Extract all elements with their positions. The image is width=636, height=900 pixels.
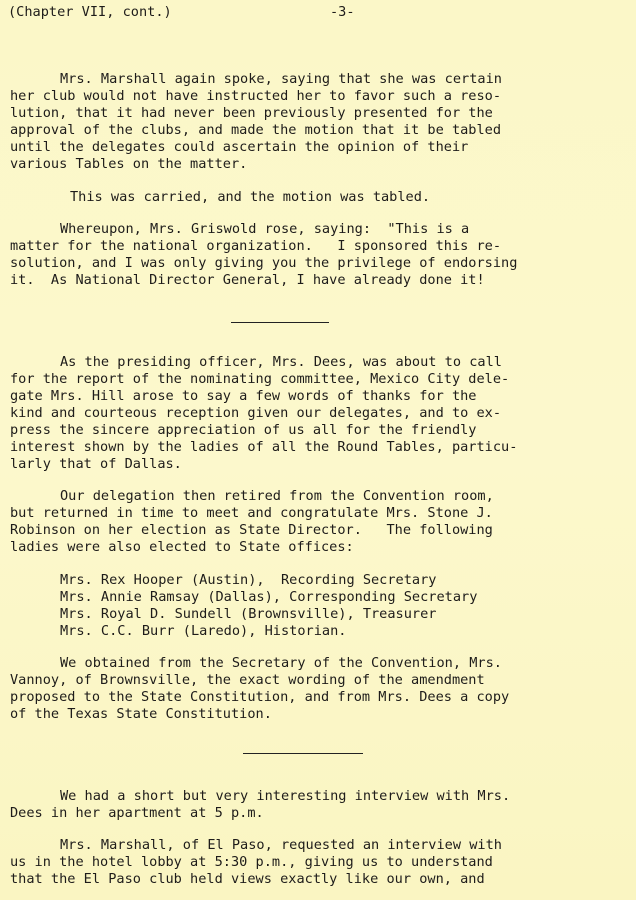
text-line: Mrs. Marshall again spoke, saying that she was certain (60, 71, 502, 87)
text-line: Mrs. Marshall, of El Paso, requested an interview with (60, 837, 502, 853)
list-item: Mrs. Royal D. Sundell (Brownsville), Treasurer (60, 606, 437, 622)
list-item: Mrs. C.C. Burr (Laredo), Historian. (60, 623, 347, 639)
text-line: gate Mrs. Hill arose to say a few words of thanks for the (10, 388, 477, 404)
section-divider (231, 322, 329, 323)
section-divider (243, 753, 363, 754)
text-line: solution, and I was only giving you the privilege of endorsing (10, 255, 518, 271)
text-line: until the delegates could ascertain the opinion of their (10, 139, 469, 155)
text-line: interest shown by the ladies of all the Round Tables, particu- (10, 439, 518, 455)
text-line: various Tables on the matter. (10, 156, 248, 172)
text-line: Robinson on her election as State Director. The following (10, 522, 493, 538)
text-line: Our delegation then retired from the Convention room, (60, 488, 494, 504)
text-line: ladies were also elected to State offices: (10, 539, 354, 555)
text-line: her club would not have instructed her to favor such a reso- (10, 88, 502, 104)
text-line: We obtained from the Secretary of the Convention, Mrs. (60, 655, 502, 671)
text-line: us in the hotel lobby at 5:30 p.m., giving us to understand (10, 854, 493, 870)
text-line: We had a short but very interesting interview with Mrs. (60, 788, 511, 804)
text-line: for the report of the nominating committee, Mexico City dele- (10, 371, 510, 387)
text-line: kind and courteous reception given our delegates, and to ex- (10, 405, 502, 421)
text-line: approval of the clubs, and made the motion that it be tabled (10, 122, 502, 138)
text-line: but returned in time to meet and congratulate Mrs. Stone J. (10, 505, 493, 521)
text-line: it. As National Director General, I have already done it! (10, 272, 485, 288)
page-number: -3- (330, 4, 355, 20)
text-line: Dees in her apartment at 5 p.m. (10, 805, 264, 821)
text-line: lution, that it had never been previously presented for the (10, 105, 493, 121)
text-line: press the sincere appreciation of us all for the friendly (10, 422, 477, 438)
text-line: Vannoy, of Brownsville, the exact wording of the amendment (10, 672, 485, 688)
text-line: proposed to the State Constitution, and from Mrs. Dees a copy (10, 689, 510, 705)
chapter-heading: (Chapter VII, cont.) (8, 4, 172, 20)
text-line: larly that of Dallas. (10, 456, 182, 472)
list-item: Mrs. Rex Hooper (Austin), Recording Secretary (60, 572, 437, 588)
text-line: Whereupon, Mrs. Griswold rose, saying: "This is a (60, 221, 470, 237)
text-line: As the presiding officer, Mrs. Dees, was about to call (60, 354, 502, 370)
text-line: matter for the national organization. I sponsored this re- (10, 238, 502, 254)
text-line: of the Texas State Constitution. (10, 706, 272, 722)
text-line: that the El Paso club held views exactly like our own, and (10, 871, 485, 887)
text-line: This was carried, and the motion was tabled. (70, 189, 431, 205)
list-item: Mrs. Annie Ramsay (Dallas), Corresponding Secretary (60, 589, 478, 605)
